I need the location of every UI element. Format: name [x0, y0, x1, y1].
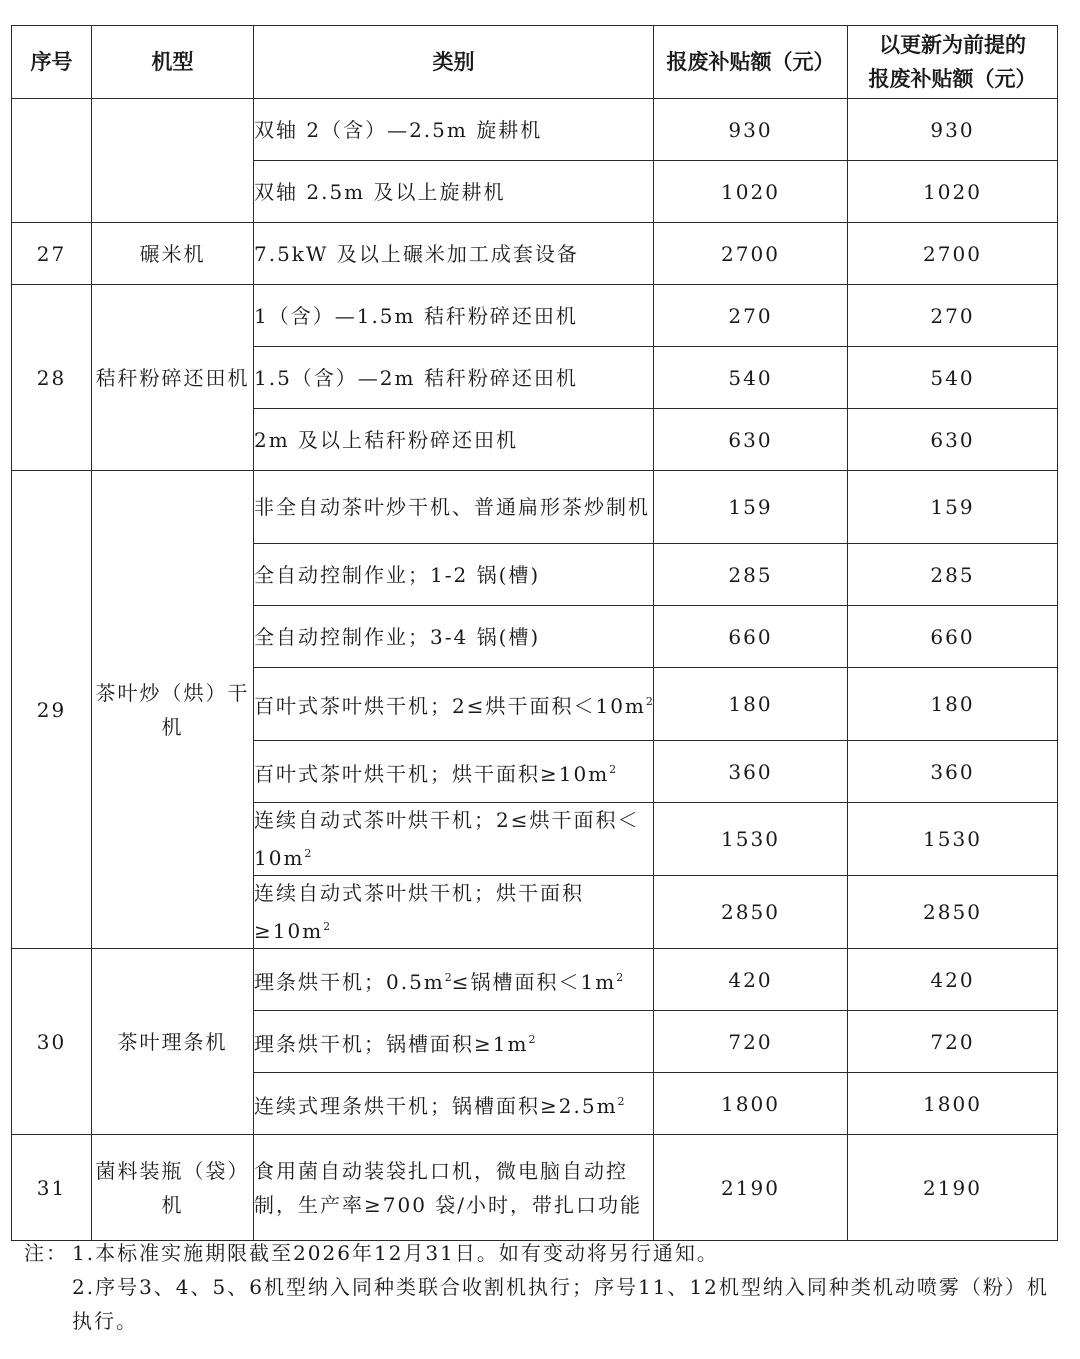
renewal-amount-cell: 720	[848, 1011, 1058, 1073]
note-text: 2.序号3、4、5、6机型纳入同种类联合收割机执行；序号11、12机型纳入同种类机动喷雾（粉）机执行。	[72, 1275, 1049, 1333]
category-cell	[254, 1011, 654, 1073]
category-cell: 全自动控制作业；3-4 锅(槽)	[254, 606, 654, 668]
renewal-amount-cell: 660	[848, 606, 1058, 668]
header-amount: 报废补贴额（元）	[654, 26, 848, 99]
notes	[24, 1236, 1054, 1338]
table-row	[12, 471, 1058, 544]
category-text: 连续式理条烘干机；锅槽面积≥2.5m	[254, 1093, 618, 1118]
header-category: 类别	[254, 26, 654, 99]
category-text: 百叶式茶叶烘干机；2≤烘干面积＜10m	[254, 694, 646, 718]
category-cell: 双轴 2.5m 及以上旋耕机	[254, 161, 654, 223]
category-cell: 食用菌自动装袋扎口机，微电脑自动控制，生产率≥700 袋/小时，带扎口功能	[254, 1135, 654, 1241]
category-cell	[254, 741, 654, 803]
renewal-amount-cell: 420	[848, 949, 1058, 1011]
amount-cell: 1800	[654, 1073, 848, 1135]
superscript-2: 2	[616, 970, 624, 984]
renewal-amount-cell: 180	[848, 668, 1058, 741]
amount-cell: 930	[654, 99, 848, 161]
amount-cell: 159	[654, 471, 848, 544]
seq-cell: 31	[12, 1135, 92, 1241]
table-header-row	[12, 26, 1058, 99]
model-cell: 茶叶炒（烘）干机	[92, 471, 254, 949]
model-cell	[92, 99, 254, 223]
category-cell	[254, 668, 654, 741]
amount-cell: 540	[654, 347, 848, 409]
renewal-amount-cell: 1530	[848, 803, 1058, 876]
seq-cell	[12, 99, 92, 223]
renewal-amount-cell: 630	[848, 409, 1058, 471]
superscript-2: 2	[645, 695, 653, 708]
category-cell: 非全自动茶叶炒干机、普通扁形茶炒制机	[254, 471, 654, 544]
amount-cell: 630	[654, 409, 848, 471]
amount-cell: 1530	[654, 803, 848, 876]
header-renewal-amount-line2: 报废补贴额（元）	[868, 67, 1037, 91]
renewal-amount-cell: 930	[848, 99, 1058, 161]
model-cell: 碾米机	[92, 223, 254, 285]
header-model: 机型	[92, 26, 254, 99]
table-row	[12, 99, 1058, 161]
renewal-amount-cell: 360	[848, 741, 1058, 803]
note-prefix: 注：	[24, 1241, 68, 1265]
seq-cell: 27	[12, 223, 92, 285]
amount-cell: 660	[654, 606, 848, 668]
model-cell: 秸秆粉碎还田机	[92, 285, 254, 471]
superscript-2: 2	[528, 1032, 536, 1046]
amount-cell: 180	[654, 668, 848, 741]
amount-cell: 2700	[654, 223, 848, 285]
category-cell: 1.5（含）—2m 秸秆粉碎还田机	[254, 347, 654, 409]
table-row	[12, 223, 1058, 285]
table-row	[12, 1135, 1058, 1241]
renewal-amount-cell: 2850	[848, 876, 1058, 949]
model-cell: 茶叶理条机	[92, 949, 254, 1135]
category-cell	[254, 876, 654, 949]
category-cell: 全自动控制作业；1-2 锅(槽)	[254, 544, 654, 606]
amount-cell: 360	[654, 741, 848, 803]
category-cell	[254, 949, 654, 1011]
note-item	[24, 1270, 1054, 1338]
category-cell: 1（含）—1.5m 秸秆粉碎还田机	[254, 285, 654, 347]
category-cell	[254, 1073, 654, 1135]
header-renewal-amount-line1: 以更新为前提的	[879, 33, 1026, 57]
amount-cell: 420	[654, 949, 848, 1011]
renewal-amount-cell: 1800	[848, 1073, 1058, 1135]
superscript-2: 2	[323, 920, 331, 933]
seq-cell: 30	[12, 949, 92, 1135]
renewal-amount-cell: 1020	[848, 161, 1058, 223]
renewal-amount-cell: 159	[848, 471, 1058, 544]
superscript-2: 2	[444, 970, 452, 984]
note-item	[24, 1236, 1054, 1270]
amount-cell: 2190	[654, 1135, 848, 1241]
category-text: 理条烘干机；锅槽面积≥1m	[254, 1031, 529, 1056]
category-text: 连续自动式茶叶烘干机；2≤烘干面积＜10m	[254, 808, 640, 870]
renewal-amount-cell: 2700	[848, 223, 1058, 285]
amount-cell: 1020	[654, 161, 848, 223]
amount-cell: 720	[654, 1011, 848, 1073]
renewal-amount-cell: 2190	[848, 1135, 1058, 1241]
renewal-amount-cell: 270	[848, 285, 1058, 347]
table-row	[12, 285, 1058, 347]
category-text: 连续自动式茶叶烘干机；烘干面积≥10m	[254, 881, 584, 943]
category-text: 百叶式茶叶烘干机；烘干面积≥10m	[254, 761, 610, 786]
model-cell: 菌料装瓶（袋）机	[92, 1135, 254, 1241]
superscript-2: 2	[617, 1094, 625, 1108]
category-text-tail: ≤锅槽面积＜1m	[451, 969, 617, 994]
category-cell: 7.5kW 及以上碾米加工成套设备	[254, 223, 654, 285]
superscript-2: 2	[609, 762, 617, 776]
category-cell: 双轴 2（含）—2.5m 旋耕机	[254, 99, 654, 161]
header-seq: 序号	[12, 26, 92, 99]
subsidy-table	[11, 25, 1058, 1241]
amount-cell: 270	[654, 285, 848, 347]
amount-cell: 285	[654, 544, 848, 606]
seq-cell: 29	[12, 471, 92, 949]
seq-cell: 28	[12, 285, 92, 471]
renewal-amount-cell: 285	[848, 544, 1058, 606]
amount-cell: 2850	[654, 876, 848, 949]
renewal-amount-cell: 540	[848, 347, 1058, 409]
note-text: 1.本标准实施期限截至2026年12月31日。如有变动将另行通知。	[72, 1241, 719, 1265]
category-cell	[254, 803, 654, 876]
superscript-2: 2	[304, 847, 312, 860]
header-renewal-amount	[848, 26, 1058, 99]
table-row	[12, 949, 1058, 1011]
category-cell: 2m 及以上秸秆粉碎还田机	[254, 409, 654, 471]
category-text: 理条烘干机；0.5m	[254, 969, 445, 994]
